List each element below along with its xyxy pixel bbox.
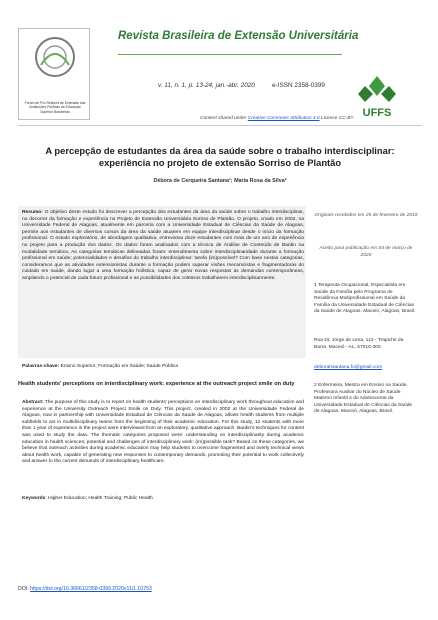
email-link[interactable]: deborahsantana.fo@gmail.com (314, 365, 383, 370)
palavras-chave: Palavras-chave: Ensino Superior; Formação em Saúde; Saúde Pública (22, 364, 179, 369)
journal-title: Revista Brasileira de Extensão Universitária (118, 30, 359, 42)
authors: Débora de Cerqueira Santana¹; Maria Rosa da Silva² (153, 178, 287, 184)
issn: e-ISSN 2358-0399 (272, 82, 325, 89)
forum-emblem-icon (33, 35, 77, 81)
header-divider (118, 54, 342, 55)
article-title: A percepção de estudantes da área da saúde sobre o trabalho interdisciplinar: experiência no projeto de extensão Sorriso de Plantão (45, 145, 395, 168)
author-email (314, 365, 418, 372)
forproex-logo (18, 28, 90, 120)
accepted-date: Aceito para publicação em 04 de março de 2020 (319, 246, 413, 258)
author-note-2: 2 Enfermeira, Mestra em Ensino na Saúde, Professora Auxiliar do Núcleo de Saúde Materno Infantil e do Adolescente da Universidade Estadual de Ciências da Saúde de Alagoas. Maceió, Alagoas, Brasil. (314, 383, 413, 415)
author-note-1: 1 Terapeuta Ocupacional, Especialista em Saúde da Família pelo Programa de Residência Multiprofissional em Saúde da Família da Universidade Estadual de Ciências da Saúde de Alagoas. Maceió, Alagoas, Brasil. (314, 283, 416, 315)
doi: DOI: https://doi.org/10.36661/2358-0399.2020v11i1.10753 (18, 586, 152, 592)
logo-caption: Fórum de Pró-Reitores de Extensão das Instituições Públicas de Educação Superior Brasileiras (24, 101, 86, 114)
english-title: Health students' perceptions on interdisciplinary work: experience at the outreach project smile on duty (18, 381, 295, 387)
uffs-leaf-icon (358, 76, 396, 102)
issue-info: v. 11, n. 1, p. 13-24, jan.-abr. 2020 (158, 82, 255, 89)
author-address: Rua Dr. Jorge de Lima, 113 - Trapiche da Barra. Maceió - AL, 57010-300. (314, 338, 404, 350)
keywords: Keywords: Higher Education; Health Training; Public Health (22, 496, 153, 501)
license-link[interactable]: Creative Commons Attribution 4.0 (247, 116, 320, 121)
license-note: Content shared under Creative Commons Attribution 4.0 Licence CC-BY (200, 116, 354, 121)
received-date: Originais recebidos em 25 de fevereiro de 2019 (314, 213, 418, 218)
uffs-label: UFFS (362, 107, 392, 119)
resumo: Resumo: O objetivo deste estudo foi descrever a percepção dos estudantes da área da saúde sobre o trabalho interdisciplinar, no decorrer da formação e experiência no Projeto de Extensão Universitária Sorriso de Plantão. O projeto, criado em 2002, na Universidade Federal de Alagoas, atualmente em parceria com a Universidade Estadual de Ciências da Saúde de Alagoas, permite aos estudantes de diversos cursos da área da saúde atuarem em equipe interdisciplinar desde o início da formação profissional. O estudo exploratório, de abordagem qualitativa, entrevistou doze estudantes com mais de um ano de experiência no projeto para a produção dos dados. Os dados foram analisados com a técnica de Análise de Conteúdo de Bardin na modalidade temática. As categorias temáticas delineadas foram: entendimento sobre interdisciplinaridade durante a formação profissional em saúde; potencialidades e desafios do trabalho interdisciplinar: tarefa (im)possível? Com base nestas categorias, consideramos que as atividades extensionistas durante a formação podem superar visões mecanicistas e fragmentadoras do cuidado em saúde, dando lugar a uma formação holística, capaz de gerar novas respostas às demandas contemporâneas, ampliando o potencial de cada futuro profissional e as possibilidades dos coletivos trabalharem interdisciplinarmente. (22, 210, 304, 281)
uffs-logo (352, 72, 402, 122)
doi-link[interactable]: https://doi.org/10.36661/2358-0399.2020v11i1.10753 (30, 586, 152, 592)
header-rule (18, 125, 422, 126)
abstract: Abstract: The purpose of this study is to report on health students' perceptions on interdisciplinary work throughout education and experience at the University Outreach Project Smile on Duty. This project, created in 2002 at the Universidade Federal de Alagoas, now in partnership with Universidade Estadual de Ciências da Saúde de Alagoas, allows health students from multiple subfields to act in multidisciplinary teams from the beginning of their academic education. For this study, 12 students with more than 1 year of experience in the project were interviewed from an exploratory, qualitative approach. Bardin's techniques for content was used to study the data. The thematic categories proposed were: understanding on interdisciplinarity during academic education in health sciences; potential and challenges of interdisciplinary work: (im)possible task? Based on these categories, we believe that outreach activities during academic education may help students to overcome fragmented and overly technical views about health work, capable of generating new responses to contemporary demands, promoting their potential to work collectively and answer to the current demands of interdisciplinary healthcare. (22, 400, 304, 465)
